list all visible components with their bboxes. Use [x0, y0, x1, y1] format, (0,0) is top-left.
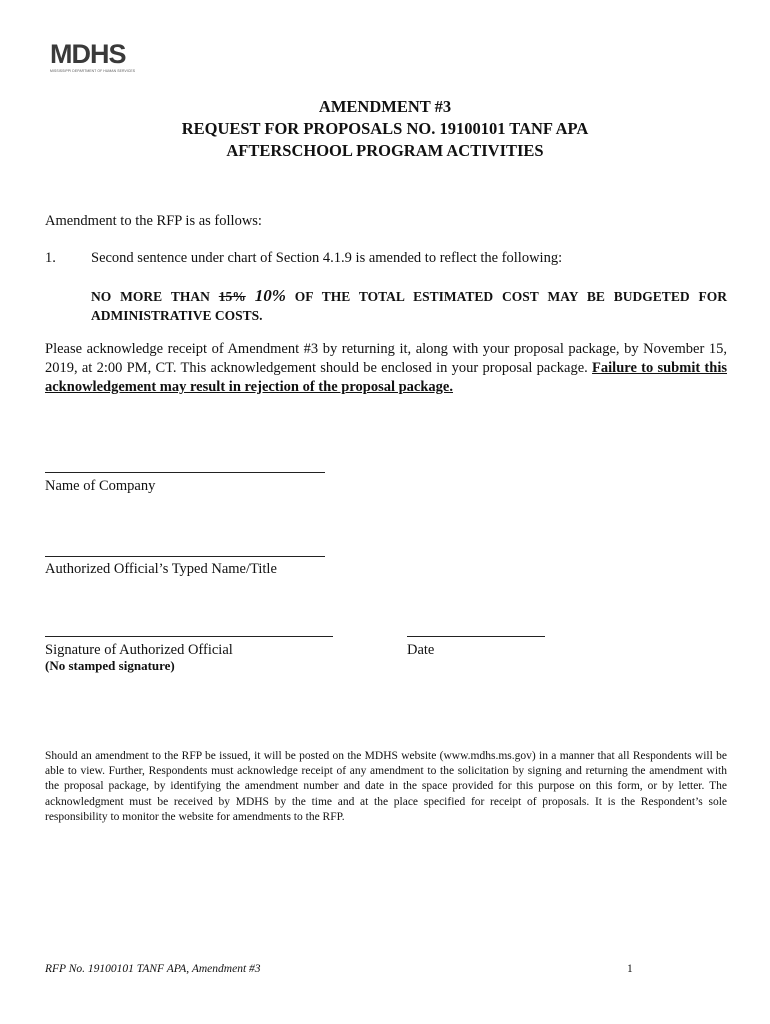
mdhs-logo	[50, 39, 136, 76]
document-title	[0, 96, 770, 162]
official-name-label: Authorized Official’s Typed Name/Title	[45, 561, 277, 577]
acknowledgement-warning: Failure to submit this acknowledgement may result in rejection of the proposal package.	[45, 360, 727, 395]
company-name-label: Name of Company	[45, 478, 156, 494]
signature-line[interactable]	[45, 636, 333, 637]
signature-note: (No stamped signature)	[45, 658, 175, 673]
item-text: Second sentence under chart of Section 4.1.9 is amended to reflect the following:	[91, 250, 563, 266]
item-number: 1.	[45, 250, 56, 266]
acknowledgement-text: Please acknowledge receipt of Amendment #3 by returning it, along with your proposal package, by November 15, 2019, at 2:00 PM, CT. This acknowledgement should be enclosed in your proposal package.	[45, 341, 727, 376]
logo-tagline: MISSISSIPPI DEPARTMENT OF HUMAN SERVICES	[50, 69, 136, 73]
footer-reference: RFP No. 19100101 TANF APA, Amendment #3	[45, 963, 261, 975]
struck-percentage: 15%	[218, 289, 246, 304]
signature-label: Signature of Authorized Official	[45, 642, 233, 658]
company-name-line[interactable]	[45, 472, 325, 473]
logo-wordmark: MDHS	[50, 39, 126, 69]
acknowledgement-paragraph	[45, 340, 727, 397]
amendment-notice: Should an amendment to the RFP be issued, it will be posted on the MDHS website (www.mdhs.ms.gov) in a manner that all Respondents will be able to view. Further, Respondents must acknowledge receipt of any amendment to the solicitation by signing and returning the amendment with the proposal package, by identifying the amendment number and date in the space provided for this purpose on this form, or by letter. The acknowledgment must be received by MDHS by the time and at the place specified for receipt of proposals. It is the Respondent’s sole responsibility to monitor the website for amendments to the RFP.	[45, 750, 727, 823]
date-line[interactable]	[407, 636, 545, 637]
title-line-2: REQUEST FOR PROPOSALS NO. 19100101 TANF APA	[181, 119, 589, 138]
title-line-1: AMENDMENT #3	[318, 97, 452, 116]
page-number: 1	[627, 963, 633, 975]
amendment-prefix: NO MORE THAN	[91, 289, 219, 304]
date-label: Date	[407, 642, 435, 658]
title-line-3: AFTERSCHOOL PROGRAM ACTIVITIES	[226, 141, 544, 160]
new-percentage: 10%	[254, 286, 286, 305]
official-name-line[interactable]	[45, 556, 325, 557]
intro-text: Amendment to the RFP is as follows:	[45, 213, 262, 229]
amendment-suffix: OF THE TOTAL ESTIMATED COST MAY BE BUDGETED FOR ADMINISTRATIVE COSTS.	[91, 289, 727, 323]
amendment-statement	[91, 286, 727, 325]
